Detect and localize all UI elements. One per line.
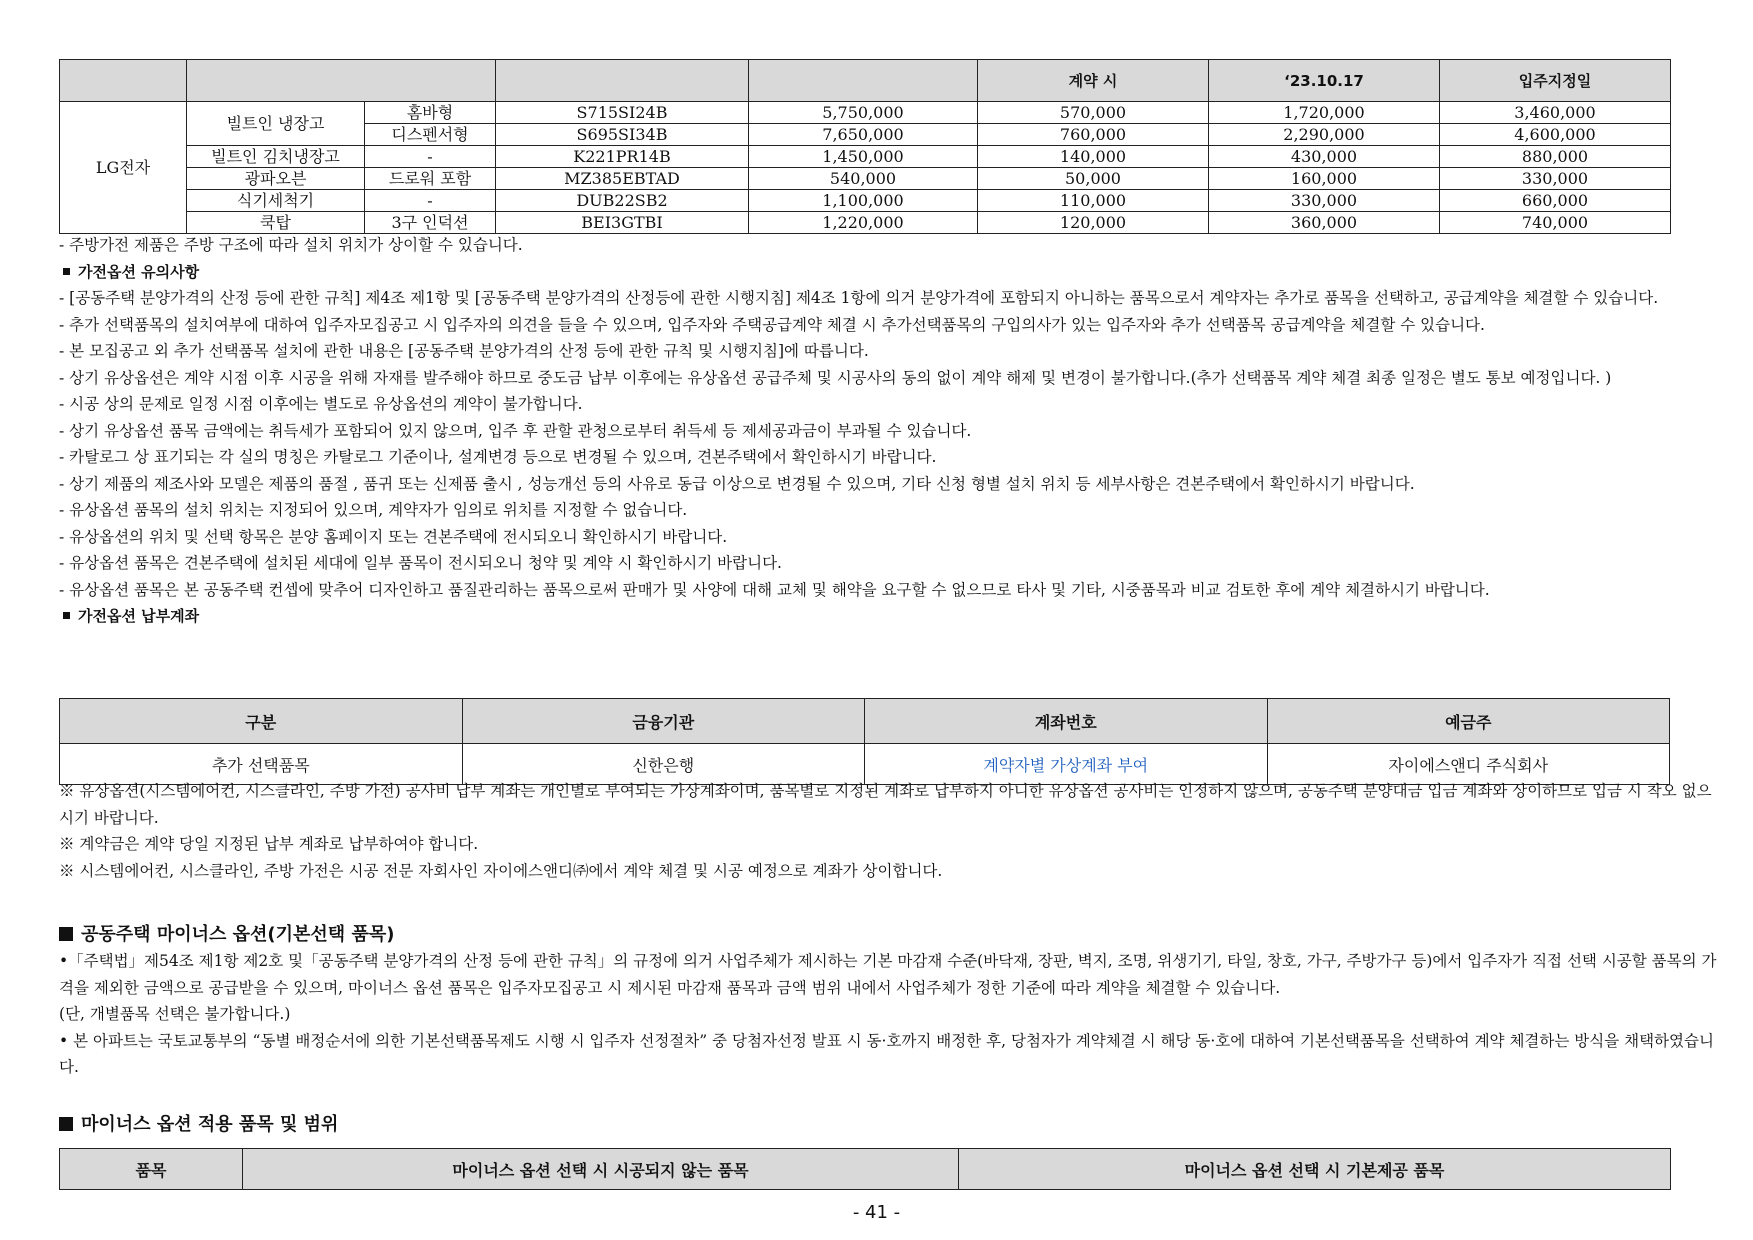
scope-title-text: 마이너스 옵션 적용 품목 및 범위 xyxy=(81,1114,339,1135)
header-move-in: 입주지정일 xyxy=(1440,60,1671,102)
type-cell: 디스펜서형 xyxy=(365,124,496,146)
item-cell: 쿡탑 xyxy=(187,212,365,234)
caution-item: - 카탈로그 상 표기되는 각 실의 명칭은 카탈로그 기준이나, 설계변경 등으로 변경될 수 있으며, 견본주택에서 확인하시기 바랍니다. xyxy=(59,448,937,466)
model-cell: S715SI24B xyxy=(496,102,749,124)
contract-cell: 50,000 xyxy=(978,168,1209,190)
price-cell: 540,000 xyxy=(749,168,978,190)
price-cell: 1,450,000 xyxy=(749,146,978,168)
table-row xyxy=(60,212,1671,234)
bank-cell: 신한은행 xyxy=(462,744,865,785)
item-cell: 빌트인 김치냉장고 xyxy=(187,146,365,168)
square-bullet-icon xyxy=(63,268,70,275)
item-cell: 광파오븐 xyxy=(187,168,365,190)
caution-item: - 유상옵션 품목의 설치 위치는 지정되어 있으며, 계약자가 임의로 위치를 지정할 수 없습니다. xyxy=(59,501,688,519)
type-cell: 추가 선택품목 xyxy=(60,744,463,785)
mid-cell: 1,720,000 xyxy=(1209,102,1440,124)
price-cell: 5,750,000 xyxy=(749,102,978,124)
type-cell: - xyxy=(365,190,496,212)
caution-item: - [공동주택 분양가격의 산정 등에 관한 규칙] 제4조 제1항 및 [공동주택 분양가격의 산정등에 관한 시행지침] 제4조 1항에 의거 분양가격에 포함되지 아니하는 품목으로서 계약자는 추가로 품목을 선택하고, 공급계약을 체결할 수 있습니다. xyxy=(59,289,1659,307)
appliance-price-table xyxy=(59,59,1671,234)
model-cell: DUB22SB2 xyxy=(496,190,749,212)
table-header-row xyxy=(60,699,1670,744)
minus-item: •「주택법」제54조 제1항 제2호 및「공동주택 분양가격의 산정 등에 관한 규칙」의 규정에 의거 사업주체가 제시하는 기본 마감재 수준(바닥재, 장판, 벽지, 조명, 위생기기, 타일, 창호, 가구, 주방가구 등)에서 입주자가 직접 선택 시공할 품목의 가격을 제외한 금액으로 공급받을 수 있으며, 마이너스 옵션 품목은 입주자모집공고 시 제시된 마감재 품목과 금액 범위 내에서 사업주체가 정한 기준에 따라 계약을 체결할 수 있습니다. xyxy=(59,952,1717,997)
table-row xyxy=(60,102,1671,124)
move-in-cell: 3,460,000 xyxy=(1440,102,1671,124)
mid-cell: 430,000 xyxy=(1209,146,1440,168)
payment-account-table xyxy=(59,698,1670,785)
header-cell: 예금주 xyxy=(1267,699,1670,744)
move-in-cell: 660,000 xyxy=(1440,190,1671,212)
page-number: - 41 - xyxy=(852,1202,901,1223)
model-cell: MZ385EBTAD xyxy=(496,168,749,190)
caution-title-text: 가전옵션 유의사항 xyxy=(78,262,200,281)
caution-item: - 유상옵션 품목은 본 공동주택 컨셉에 맞추어 디자인하고 품질관리하는 품목으로써 판매가 및 사양에 대해 교체 및 해약을 요구할 수 없으므로 타사 및 기타, 시중품목과 비교 검토한 후에 계약 체결하시기 바랍니다. xyxy=(59,580,1490,599)
price-cell: 1,220,000 xyxy=(749,212,978,234)
caution-item: - 상기 유상옵션 품목 금액에는 취득세가 포함되어 있지 않으며, 입주 후 관할 관청으로부터 취득세 등 제세공과금이 부과될 수 있습니다. xyxy=(59,421,972,440)
caution-item: - 시공 상의 문제로 일정 시점 이후에는 별도로 유상옵션의 계약이 불가합니다. xyxy=(59,395,583,413)
account-cell: 계약자별 가상계좌 부여 xyxy=(865,744,1268,785)
contract-cell: 760,000 xyxy=(978,124,1209,146)
scope-heading xyxy=(59,1110,338,1136)
item-cell: 식기세척기 xyxy=(187,190,365,212)
model-cell: S695SI34B xyxy=(496,124,749,146)
move-in-cell: 740,000 xyxy=(1440,212,1671,234)
type-cell: 드로워 포함 xyxy=(365,168,496,190)
header-cell xyxy=(60,60,187,102)
type-cell: 3구 인덕션 xyxy=(365,212,496,234)
payment-note: ※ 계약금은 계약 당일 지정된 납부 계좌로 납부하여야 합니다. xyxy=(59,835,479,853)
caution-title xyxy=(59,259,1719,286)
minus-option-heading xyxy=(59,920,394,946)
payment-note: ※ 유상옵션(시스템에어컨, 시스클라인, 주방 가전) 공사비 납부 계좌는 개인별로 부여되는 가상계좌이며, 품목별로 지정된 계좌로 납부하지 아니한 유상옵션 공사비는 인정하지 않으며, 공동주택 분양대금 입금 계좌와 상이하므로 입금 시 착오 없으시기 바랍니다. xyxy=(59,782,1712,827)
caution-item: - 유상옵션의 위치 및 선택 항목은 분양 홈페이지 또는 견본주택에 전시되오니 확인하시기 바랍니다. xyxy=(59,527,728,546)
contract-cell: 120,000 xyxy=(978,212,1209,234)
move-in-cell: 880,000 xyxy=(1440,146,1671,168)
caution-item: - 유상옵션 품목은 견본주택에 설치된 세대에 일부 품목이 전시되오니 청약 및 계약 시 확인하시기 바랍니다. xyxy=(59,554,782,572)
contract-cell: 140,000 xyxy=(978,146,1209,168)
model-cell: BEI3GTBI xyxy=(496,212,749,234)
holder-cell: 자이에스앤디 주식회사 xyxy=(1267,744,1670,785)
header-cell: 계좌번호 xyxy=(865,699,1268,744)
minus-item: (단, 개별품목 선택은 불가합니다.) xyxy=(59,1005,291,1023)
move-in-cell: 4,600,000 xyxy=(1440,124,1671,146)
table-row xyxy=(60,190,1671,212)
minus-item: • 본 아파트는 국토교통부의 “동별 배정순서에 의한 기본선택품목제도 시행 시 입주자 선정절차” 중 당첨자선정 발표 시 동·호까지 배정한 후, 당첨자가 계약체결 시 해당 동·호에 대하여 기본선택품목을 선택하여 계약 체결하는 방식을 채택하였습니다. xyxy=(59,1031,1714,1076)
header-contract: 계약 시 xyxy=(978,60,1209,102)
header-cell: 품목 xyxy=(60,1149,243,1190)
square-bullet-icon xyxy=(63,612,70,619)
type-cell: 홈바형 xyxy=(365,102,496,124)
minus-title-text: 공동주택 마이너스 옵션(기본선택 품목) xyxy=(81,924,395,945)
payment-title-text: 가전옵션 납부계좌 xyxy=(78,607,200,625)
contract-cell: 570,000 xyxy=(978,102,1209,124)
caution-item: - 추가 선택품목의 설치여부에 대하여 입주자모집공고 시 입주자의 의견을 들을 수 있으며, 입주자와 주택공급계약 체결 시 추가선택품목의 구입의사가 있는 입주자와 추가 선택품목 공급계약을 체결할 수 있습니다. xyxy=(59,315,1485,334)
header-cell xyxy=(187,60,496,102)
mid-cell: 2,290,000 xyxy=(1209,124,1440,146)
payment-notes xyxy=(59,778,1719,884)
header-cell: 금융기관 xyxy=(462,699,865,744)
model-cell: K221PR14B xyxy=(496,146,749,168)
header-cell: 구분 xyxy=(60,699,463,744)
table-header-row xyxy=(60,60,1671,102)
header-mid-date: ‘23.10.17 xyxy=(1209,60,1440,102)
caution-item: - 본 모집공고 외 추가 선택품목 설치에 관한 내용은 [공동주택 분양가격의 산정 등에 관한 규칙 및 시행지침]에 따릅니다. xyxy=(59,342,869,360)
payment-note: ※ 시스템에어컨, 시스클라인, 주방 가전은 시공 전문 자회사인 자이에스앤디㈜에서 계약 체결 및 시공 예정으로 계좌가 상이합니다. xyxy=(59,861,943,880)
header-cell: 마이너스 옵션 선택 시 기본제공 품목 xyxy=(959,1149,1671,1190)
table-row xyxy=(60,146,1671,168)
contract-cell: 110,000 xyxy=(978,190,1209,212)
header-cell xyxy=(749,60,978,102)
minus-option-section xyxy=(59,948,1719,1081)
header-cell xyxy=(496,60,749,102)
type-cell: - xyxy=(365,146,496,168)
move-in-cell: 330,000 xyxy=(1440,168,1671,190)
mid-cell: 330,000 xyxy=(1209,190,1440,212)
caution-section xyxy=(59,232,1719,630)
kitchen-note: - 주방가전 제품은 주방 구조에 따라 설치 위치가 상이할 수 있습니다. xyxy=(59,236,523,254)
table-row xyxy=(60,168,1671,190)
mid-cell: 160,000 xyxy=(1209,168,1440,190)
caution-item: - 상기 제품의 제조사와 모델은 제품의 품절 , 품귀 또는 신제품 출시 , 성능개선 등의 사유로 동급 이상으로 변경될 수 있으며, 기타 신청 형별 설치 위치 등 세부사항은 견본주택에서 확인하시기 바랍니다. xyxy=(59,474,1415,493)
table-header-row xyxy=(60,1149,1671,1190)
price-cell: 1,100,000 xyxy=(749,190,978,212)
payment-title xyxy=(59,603,1719,630)
caution-item: - 상기 유상옵션은 계약 시점 이후 시공을 위해 자재를 발주해야 하므로 중도금 납부 이후에는 유상옵션 공급주체 및 시공사의 동의 없이 계약 해제 및 변경이 불가합니다.(추가 선택품목 계약 체결 최종 일정은 별도 통보 예정입니다. ) xyxy=(59,368,1612,387)
header-cell: 마이너스 옵션 선택 시 시공되지 않는 품목 xyxy=(243,1149,959,1190)
item-cell: 빌트인 냉장고 xyxy=(187,102,365,146)
square-bullet-icon xyxy=(59,1117,73,1131)
minus-scope-table xyxy=(59,1148,1671,1190)
mid-cell: 360,000 xyxy=(1209,212,1440,234)
brand-cell: LG전자 xyxy=(60,102,187,234)
price-cell: 7,650,000 xyxy=(749,124,978,146)
square-bullet-icon xyxy=(59,927,73,941)
